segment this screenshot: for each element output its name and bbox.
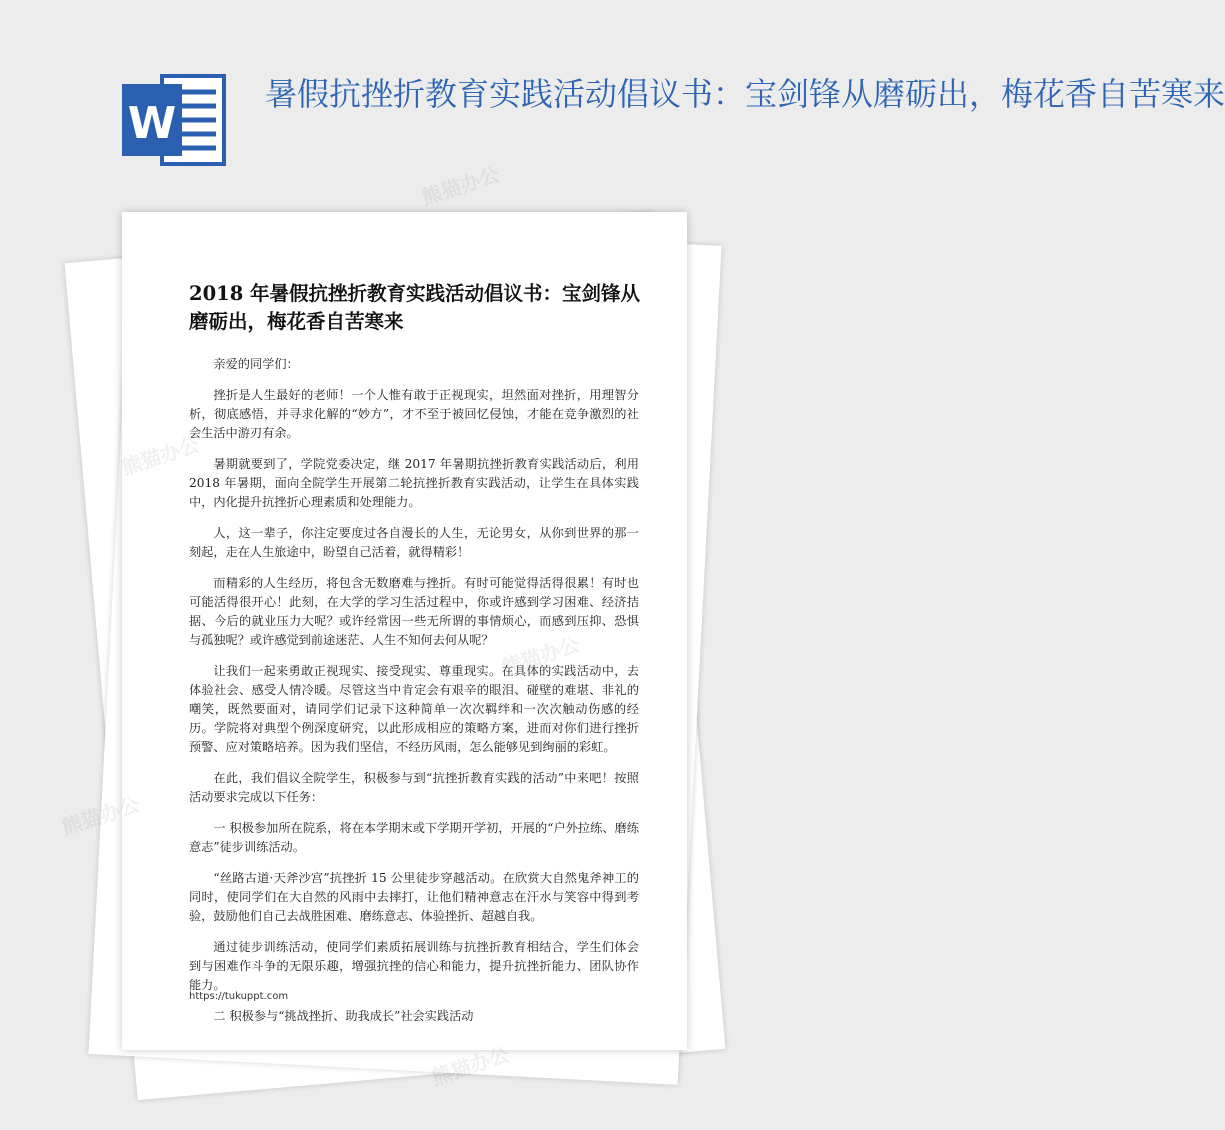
document-title: 2018 年暑假抗挫折教育实践活动倡议书：宝剑锋从磨砺出，梅花香自苦寒来 bbox=[189, 282, 641, 333]
paragraph: 一 积极参加所在院系，将在本学期末或下学期开学初，开展的“户外拉练、磨练意志”徒步训练活动。 bbox=[189, 821, 639, 854]
paragraph: “丝路古道·天斧沙宫”抗挫折 15 公里徒步穿越活动。在欣赏大自然鬼斧神工的同时，使同学们在大自然的风雨中去摔打，让他们精神意志在汗水与笑容中得到考验，鼓励他们自己去战胜困难、磨练意志、体验挫折、超越自我。 bbox=[189, 871, 639, 923]
watermark-mark: 熊猫办公 bbox=[418, 162, 503, 210]
word-icon-letter: W bbox=[127, 98, 177, 149]
section-heading: 二 积极参与“挑战挫折、助我成长”社会实践活动 bbox=[213, 1009, 474, 1023]
salutation: 亲爱的同学们： bbox=[213, 357, 299, 371]
page-title: 暑假抗挫折教育实践活动倡议书：宝剑锋从磨砺出，梅花香自苦寒来 bbox=[265, 75, 1225, 113]
paragraph: 挫折是人生最好的老师！一个人惟有敢于正视现实，坦然面对挫折，用理智分析，彻底感悟，并寻求化解的“妙方”，才不至于被回忆侵蚀，才能在竞争激烈的社会生活中游刃有余。 bbox=[189, 388, 639, 440]
paragraph: 人，这一辈子，你注定要度过各自漫长的人生，无论男女，从你到世界的那一刻起，走在人生旅途中，盼望自己活着，就得精彩！ bbox=[189, 526, 639, 559]
paragraph: 在此，我们倡议全院学生，积极参与到“抗挫折教育实践的活动”中来吧！按照活动要求完成以下任务： bbox=[189, 771, 639, 804]
paragraph: 暑期就要到了，学院党委决定，继 2017 年暑期抗挫折教育实践活动后，利用 2018 年暑期，面向全院学生开展第二轮抗挫折教育实践活动，让学生在具体实践中，内化提升抗挫折心理素质和处理能力。 bbox=[189, 457, 639, 509]
footer-url: https://tukuppt.com bbox=[189, 991, 289, 1002]
paragraph: 而精彩的人生经历，将包含无数磨难与挫折。有时可能觉得活得很累！有时也可能活得很开心！此刻，在大学的学习生活过程中，你或许感到学习困难、经济拮据、今后的就业压力大呢？或许经常因一些无所谓的事情烦心，而感到压抑、恐惧与孤独呢？或许感觉到前途迷茫、人生不知何去何从呢？ bbox=[189, 576, 639, 647]
document-body bbox=[189, 355, 639, 1038]
paragraph: 让我们一起来勇敢正视现实、接受现实、尊重现实。在具体的实践活动中，去体验社会、感受人情冷暖。尽管这当中肯定会有艰辛的眼泪、碰壁的难堪、非礼的嘲笑，既然要面对，请同学们记录下这种简单一次次羁绊和一次次触动伤感的经历。学院将对典型个例深度研究，以此形成相应的策略方案，进而对你们进行挫折预警、应对策略培养。因为我们坚信，不经历风雨，怎么能够见到绚丽的彩虹。 bbox=[189, 664, 639, 754]
word-document-icon bbox=[122, 70, 230, 170]
paragraph: 通过徒步训练活动，使同学们素质拓展训练与抗挫折教育相结合，学生们体会到与困难作斗争的无限乐趣，增强抗挫的信心和能力，提升抗挫折能力、团队协作能力。 bbox=[189, 940, 639, 992]
document-page bbox=[122, 212, 687, 1050]
